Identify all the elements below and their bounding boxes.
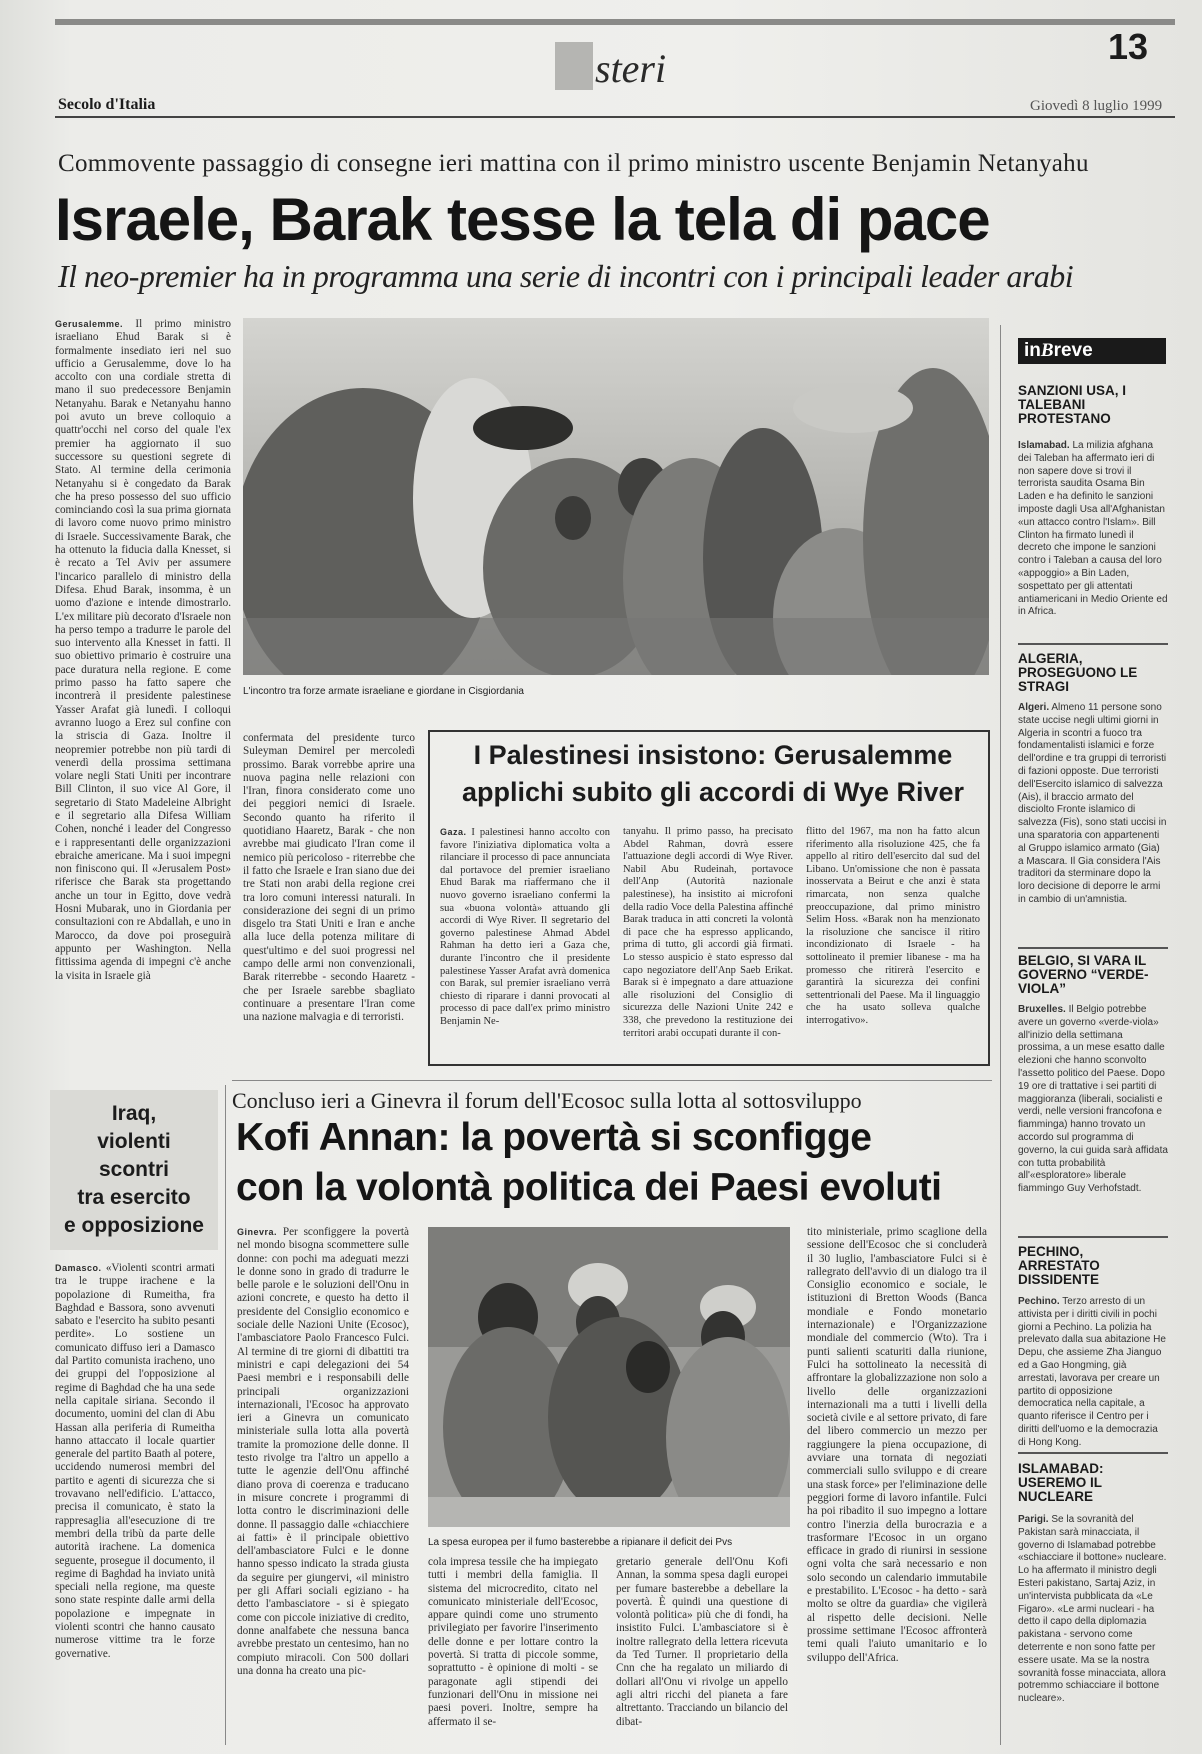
palestinians-headline: [438, 737, 988, 811]
masthead: Secolo d'Italia: [58, 96, 156, 113]
lead-column-1: [55, 318, 231, 1060]
lead-dateline: Gerusalemme.: [55, 319, 124, 329]
iraq-headline: [55, 1100, 213, 1240]
lead-kicker: Commovente passaggio di consegne ieri mattina con il primo ministro uscente Benjamin Netanyahu: [58, 150, 1089, 177]
kofi-column-1-text: Per sconfiggere la povertà nel mondo bisogna scommettere sulle donne: con pochi ma adeguati mezzi le donne sono in grado di tradurre le belle parole e le soluzioni dell'Onu in azioni concrete, e questo ha detto il presidente del Consiglio economico e sociale delle Nazioni Unite (Ecosoc), l'ambasciatore Paolo Francesco Fulci. Al termine di tre giorni di dibattiti tra ministri e capi delegazioni dei 54 Paesi membri e i responsabili delle principali organizzazioni internazionali, l'Ecosoc ha approvato ieri a Ginevra un comunicato ministeriale sulla lotta alla povertà tramite la promozione delle donne. Il testo rivolge tra l'altro un appello a tutte le agenzie dell'Onu affinché diano prova di coerenza e traducano in misure concrete i programmi di lotta contro le discriminazioni delle donne. Il passaggio dalle «chiacchiere ai fatti» è il principale obiettivo dell'ambasciatore Fulci e le donne hanno spesso indicato la strada giusta da seguire per giungervi, «il ministro per gli Affari sociali egiziano - ha detto l'ambasciatore - si è spiegato come con piccole iniziative di credito, donne analfabete che nessuna banca avrebbe prestato un centesimo, han no compiuto miracoli. Con 500 dollari una donna ha creato una pic-: [237, 1226, 409, 1677]
brief-2-title: ALGERIA, PROSEGUONO LE STRAGI: [1018, 651, 1138, 694]
lead-subhead: Il neo-premier ha in programma una serie di incontri con i principali leader arabi: [58, 258, 1074, 294]
brief-1-title: SANZIONI USA, I TALEBANI PROTESTANO: [1018, 383, 1127, 426]
in-breve-logo: [1018, 338, 1166, 364]
kofi-column-2: cola impresa tessile che ha impiegato tutti i membri della famiglia. Il sistema del microcredito, citato nel comunicato ministeriale dell'Ecosoc, appare quindi come uno strumento privilegiato per favorire l'inserimento delle donne e per lottare contro la povertà. Si tratta di piccole somme, soprattutto - è opinione di molti - se paragonate agli stipendi dei funzionari dell'Onu in missione nei paesi poveri. Inoltre, sempre ha affermato il se-: [428, 1556, 598, 1728]
brief-5-title: ISLAMABAD: USEREMO IL NUCLEARE: [1018, 1461, 1104, 1504]
lead-photo-caption: L'incontro tra forze armate israeliane e giordane in Cisgiordania: [243, 686, 524, 697]
iraq-dateline: Damasco.: [55, 1263, 102, 1273]
column-rule: [225, 1085, 226, 1745]
brief-separator: [1018, 643, 1168, 645]
palestinians-column-2: tanyahu. Il primo passo, ha precisato Abdel Rahman, dovrà essere l'attuazione degli accordi di Wye River. Nabil Abu Rudeinah, portavoce dell'Anp (Autorità nazionale palestinese), ha insistito ai microfoni della radio Voce della Palestina affinché Barak traduca in atti concreti la volontà di pace che ha espresso applicando, prima di tutto, gli accordi già firmati. Lo stesso auspicio è stato espresso dal capo negoziatore dell'Anp Saeb Erikat. Barak si è impegnato a dare attuazione alle risoluzioni del Consiglio di sicurezza delle Nazioni Unite 242 e 338, che prevedono la restituzione dei territori arabi occupati durante il con-: [623, 826, 793, 1039]
lead-column-2: confermata del presidente turco Suleyman Demirel per mercoledì prossimo. Barak vorrebbe aprire una nuova pagina nelle relazioni con l'Iran, finora considerato come uno dei peggiori nemici di Israele. Secondo quanto ha riferito il quotidiano Haaretz, Barak - che non avrebbe mai giudicato l'Iran come il nemico più pericoloso - riterrebbe che il fatto che Israele e Iran siano due dei tre Stati non arabi della regione crei tra loro comuni interessi naturali. In considerazione dei segni di un primo disgelo tra Stati Uniti e Iran e anche alla luce della potenza militare di quest'ultimo e del suoi progressi nel campo delle armi non convenzionali, Barak riterrebbe - secondo Haaretz - che per Israele sarebbe sbagliato continuare a presentare l'Iran come una nazione malvagia e di terroristi.: [243, 732, 415, 1024]
lead-photo: [243, 318, 989, 675]
brief-1-dateline: Islamabad.: [1018, 440, 1070, 451]
top-rule: [55, 19, 1175, 25]
kofi-column-1: [237, 1226, 409, 1744]
kofi-column-4: tito ministeriale, primo scaglione della sessione dell'Ecosoc che si concluderà il 30 luglio, l'ambasciatore Fulci si è rallegrato dell'avvio di un dialogo tra il Consiglio economico e sociale, le istituzioni di Bretton Woods (Banca mondiale e Fondo monetario internazionale) e l'Organizzazione mondiale del commercio (Wto). Tra i punti salienti scaturiti dalla riunione, Fulci ha sottolineato la necessità di affrontare la globalizzazione non solo a livello delle organizzazioni internazionali ma a tutti i livelli della società civile e al settore privato, di fare del libero commercio un mezzo per raggiungere la piena occupazione, di avviare una tornata di negoziati commerciali sullo sviluppo e di creare una stask force» per l'eliminazione delle peggiori forme di lavoro infantile. Fulci ha poi ribadito il suo impegno a lottare contro l'inerzia della burocrazia e a trasformare l'Ecosoc in un organo efficace in grado di riunirsi in sessione ogni volta che sarà necessario e non solo secondo un calendario immutabile e prestabilito. L'Ecosoc - ha detto - sarà molto se oltre da guardia» che vigilerà al rispetto delle decisioni. Nelle prossime settimane l'Ecosoc affronterà temi quali l'aiuto umanitario e lo sviluppo dell'Africa.: [807, 1226, 987, 1664]
soldiers-handshake-photo: [243, 318, 989, 675]
sidebar-rule: [1000, 325, 1001, 1745]
brief-1-body: [1018, 440, 1168, 668]
section-initial-block: [555, 42, 593, 90]
kofi-photo: [428, 1227, 790, 1527]
page-number: 13: [1108, 26, 1149, 67]
kofi-column-3: gretario generale dell'Onu Kofi Annan, la somma spesa dagli europei per fumare basterebbe a debellare la povertà. È quindi una questione di volontà politica» più che di fondi, ha insistito Fulci. L'ambasciatore si è inoltre rallegrato della lettera ricevuta da Ted Turner. Il proprietario della Cnn che ha regalato un miliardo di dollari all'Onu vi rivolge un appello agli altri ricchi del pianeta a fare altrettanto. Tracciando un bilancio del dibat-: [616, 1556, 788, 1728]
section-title: [555, 42, 666, 92]
kofi-dateline: Ginevra.: [237, 1227, 278, 1237]
brief-5-text: Se la sovranità del Pakistan sarà minacciata, il governo di Islamabad potrebbe «schiacciare il bottone» nucleare. Lo ha affermato il ministro degli Esteri pakistano, Sartaj Aziz, in un'intervista pubblicata da «Le Figaro». «Le armi nucleari - ha detto il capo della diplomazia pakistana - servono come deterrente e non sono fatte per essere usate. Ma se la nostra sovranità fosse minacciata, allora potremmo schiacciare il bottone nucleare».: [1018, 1514, 1167, 1705]
palestinians-headline-line2: applichi subito gli accordi di Wye River: [461, 777, 965, 807]
brief-separator: [1018, 947, 1168, 949]
lead-headline: Israele, Barak tesse la tela di pace: [55, 186, 990, 253]
kofi-headline: [236, 1113, 942, 1213]
kofi-photo-caption: La spesa europea per il fumo basterebbe a ripianare il deficit dei Pvs: [428, 1537, 733, 1548]
lead-column-1-text: Il primo ministro israeliano Ehud Barak si è formalmente insediato ieri nel suo ufficio a Gerusalemme, dove lo ha accolto con una cordiale stretta di mano il suo predecessore Benjamin Netanyahu. Barak e Netanyahu hanno poi avuto un breve colloquio a quattr'occhi nel corso del quale l'ex premier ha aggiornato il suo successore su questioni segrete di Stato. Al termine della cerimonia Netanyahu si è congedato da Barak che ha preso possesso del suo ufficio cominciando così la sua prima giornata di lavoro come nuovo primo ministro di Israele. Successivamente Barak, che ha ottenuto la fiducia dalla Knesset, si è recato a Tel Aviv per assumere l'incarico parallelo di ministro della Difesa. Ehud Barak, insomma, è un uomo d'azione e intende dimostrarlo. L'ex militare più decorato d'Israele non ha perso tempo a tradurre le parole del suo intervento alla Knesset in fatti. Il suo obiettivo primario è costruire una pace duratura nella regione. E come primo passo ha fatto sapere che incontrerà il presidente palestinese Yasser Arafat già lunedì. I colloqui avranno luogo a Erez sul confine con la striscia di Gaza. Inoltre il neopremier potrebbe non più tardi di venerdì della prossima settimana volare negli Stati Uniti per incontrare Bill Clinton, il suo vice Al Gore, il segretario di Stato Madeleine Albright e il segretario alla Difesa William Cohen, nonché i leader del Congresso e i rappresentanti delle organizzazioni ebraiche americane. Ma i suoi impegni non finiscono qui. Il «Jerusalem Post» riferisce che Barak sta progettando anche un tour in Egitto, dove vedrà Hosni Mubarak, uno in Giordania per consultazioni con re Abdallah, e uno in Marocco, da dove poi proseguirà appunto per Washington. Nella fittissima agenda di impegni c'è anche la visita in Israele già: [55, 318, 231, 982]
masthead-rule: [55, 116, 1175, 118]
iraq-headline-line3: scontri: [98, 1158, 169, 1181]
iraq-headline-line5: e opposizione: [63, 1214, 204, 1237]
brief-5-body: [1018, 1514, 1168, 1744]
palestinians-headline-line1: I Palestinesi insistono: Gerusalemme: [473, 740, 953, 770]
brief-separator: [1018, 1236, 1168, 1238]
iraq-body: [55, 1262, 215, 1742]
brief-4-text: Terzo arresto di un attivista per i diritti civili in pochi giorni a Pechino. La polizia ha prelevato dalla sua abitazione He Depu, che assieme Zha Jianguo ed a Gao Hongming, già arrestati, lavorava per creare un partito di opposizione democratica nella capitale, a quanto riferisce il Centro per i diritti dell'uomo e la democrazia di Hong Kong.: [1018, 1296, 1166, 1448]
brief-3-body: [1018, 1004, 1168, 1244]
palestinians-column-1: [440, 826, 610, 1058]
iraq-headline-line2: violenti: [97, 1130, 171, 1153]
palestinians-column-1-text: I palestinesi hanno accolto con favore l'iniziativa diplomatica volta a rilanciare il processo di pace annunciata dal portavoce del premier israeliano Ehud Barak ma riaffermano che il nuovo governo israeliano confermi la sua «buona volontà» attuando gli accordi di Wye River. Il segretario del governo palestinese Ahmad Abdel Rahman ha detto ieri a Gaza che, durante l'incontro che il presidente palestinese Yasser Arafat avrà domenica con Barak, sul premier israeliano verrà chiesto di riparare i danni provocati al processo di pace dall'ex primo ministro Benjamin Ne-: [440, 827, 610, 1027]
kofi-kicker: Concluso ieri a Ginevra il forum dell'Ecosoc sulla lotta al sottosviluppo: [232, 1088, 862, 1113]
brief-2-dateline: Algeri.: [1018, 702, 1050, 713]
iraq-body-text: «Violenti scontri armati tra le truppe irachene e la popolazione di Rumeitha, fra Baghdad e Bassora, sono avvenuti sabato e l'esercito ha subito pesanti perdite». Lo sostiene un comunicato diffuso ieri a Damasco dal Partito comunista iracheno, uno dei gruppi del l'opposizione al regime di Baghdad che ha una sede nella capitale siriana. Secondo il documento, uomini del clan di Abu Hassan alla periferia di Rumeitha hanno attaccato il locale quartier generale del partito Baath al potere, uccidendo numerosi membri del partito e agenti di sicurezza che si trovavano nell'edificio. L'attacco, precisa il comunicato, è stato la rappresaglia all'esecuzione di tre membri della tribù da parte delle autorità irachene. La domenica seguente, prosegue il documento, il regime di Baghdad ha inviato unità speciali nella regione, ma queste sono state respinte dalle armi della popolazione e impegnate in violenti scontri che hanno causato numerose vittime tra le forze governative.: [55, 1262, 215, 1660]
brief-3-title: BELGIO, SI VARA IL GOVERNO “VERDE-VIOLA”: [1018, 953, 1149, 996]
iraq-headline-line4: tra esercito: [77, 1186, 191, 1209]
kofi-headline-line1: Kofi Annan: la povertà si sconfigge: [236, 1116, 872, 1159]
palestinians-column-3: flitto del 1967, ma non ha fatto alcun riferimento alla risoluzione 425, che fa appello al ritiro dell'esercito dal sud del Libano. Un'omissione che non è passata inosservata a Beirut e che anzi è stata rimarcata, non senza qualche preoccupazione, dal primo ministro Selim Hoss. «Barak non ha menzionato la risoluzione che sancisce il ritiro incondizionato di Israele - ha sottolineato il premier libanese - ma ha promesso che ritirerà l'esercito e garantirà la sicurezza dei confini settentrionali del Paese. Ma il linguaggio che ha usato solleva qualche interrogativo».: [806, 826, 980, 1026]
palestinians-dateline: Gaza.: [440, 827, 467, 837]
in-breve-sidebar: [1008, 330, 1176, 1750]
brief-5-dateline: Parigi.: [1018, 1514, 1049, 1525]
in-breve-logo-b: B: [1040, 340, 1054, 361]
brief-2-text: Almeno 11 persone sono state uccise negli ultimi giorni in Algeria in scontri a fuoco tra fondamentalisti islamici e forze dell'ordine e tra gruppi di terroristi di fazioni opposte. Due terroristi dell'Esercito islamico di salvezza (Ais), il braccio armato del disciolto Fronte islamico di salvezza (Fis), sono stati uccisi in una sparatoria con appartenenti al Gruppo islamico armato (Gia) a Mascara. Il Gia considera l'Ais traditori da sterminare dopo la loro decisione di deporre le armi in cambio di un'amnistia.: [1018, 702, 1167, 905]
in-breve-logo-rest: reve: [1053, 340, 1093, 361]
section-rule: [232, 1080, 992, 1081]
brief-4-dateline: Pechino.: [1018, 1296, 1060, 1307]
section-title-text: steri: [595, 46, 667, 91]
brief-separator: [1018, 1452, 1168, 1454]
issue-date: Giovedì 8 luglio 1999: [1030, 98, 1163, 114]
brief-1-text: La milizia afghana dei Taleban ha affermato ieri di non sapere dove si trovi il terrorista saudita Osama Bin Laden e ha definito le sanzioni imposte dagli Usa all'Afghanistan «un attacco contro l'Islam». Bill Clinton ha firmato lunedì il decreto che impone le sanzioni contro i Taleban a causa del loro «appoggio» a Bin Laden, sospettato per gli attentati antiamericani in Medio Oriente ed in Africa.: [1018, 440, 1168, 618]
kofi-headline-line2: con la volontà politica dei Paesi evoluti: [236, 1166, 942, 1209]
iraq-headline-line1: Iraq,: [111, 1102, 157, 1125]
brief-3-text: Il Belgio potrebbe avere un governo «verde-viola» all'inizio della settimana prossima, a un mese esatto dalle elezioni che hanno sconvolto l'assetto politico del Paese. Dopo 19 ore di trattative i sei partiti di maggioranza (liberali, socialisti e verdi, nelle versioni francofona e fiamminga) hanno trovato un accordo sul programma di governo, la cui guida sarà affidata con tutta probabilità all'«esploratore» liberale fiammingo Guy Verhofstadt.: [1018, 1004, 1168, 1195]
women-seated-photo: [428, 1227, 790, 1527]
brief-3-dateline: Bruxelles.: [1018, 1004, 1066, 1015]
brief-4-title: PECHINO, ARRESTATO DISSIDENTE: [1018, 1244, 1100, 1287]
in-breve-logo-in: in: [1024, 340, 1041, 361]
